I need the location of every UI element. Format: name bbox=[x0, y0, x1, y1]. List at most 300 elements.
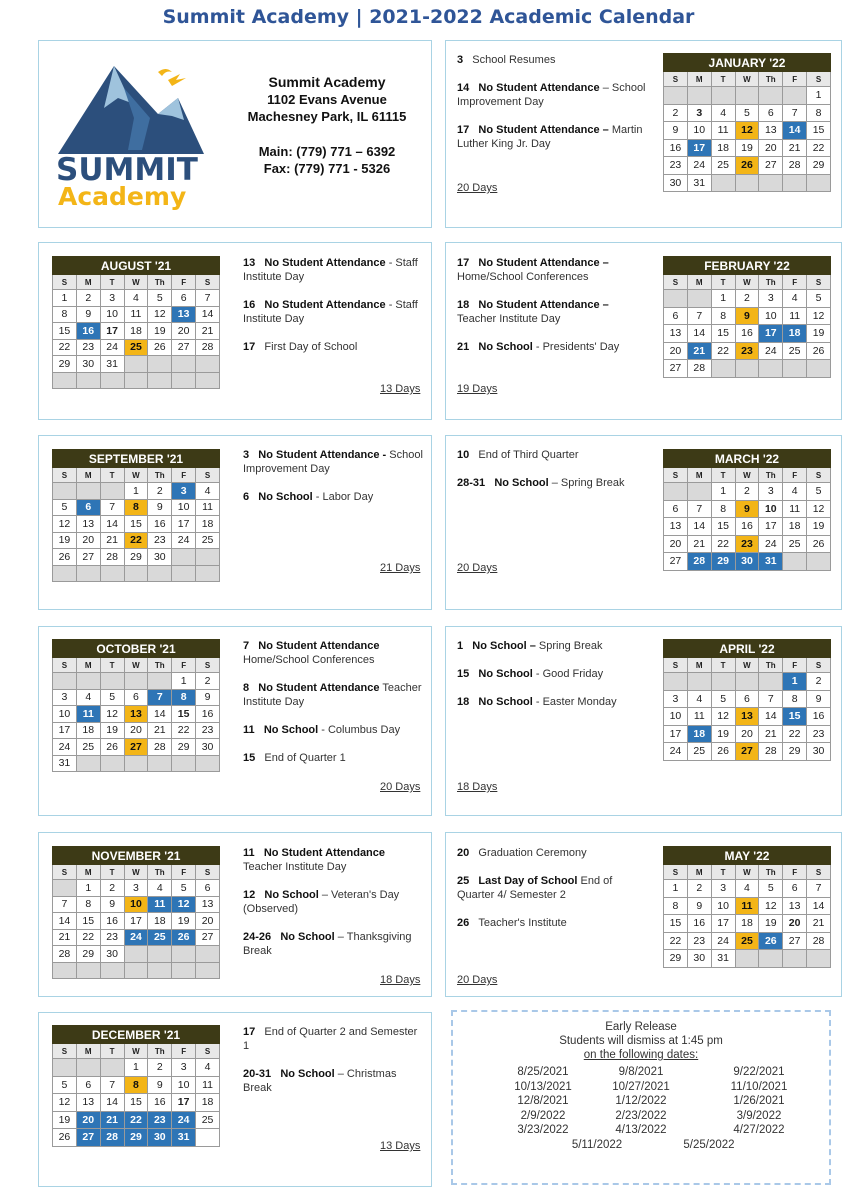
calendar-day: 27 bbox=[124, 739, 148, 756]
calendar-day bbox=[100, 565, 124, 582]
calendar-day: 27 bbox=[759, 157, 783, 175]
calendar-day bbox=[148, 356, 172, 373]
calendar-day: 5 bbox=[759, 880, 783, 898]
weekday-label: S bbox=[664, 72, 688, 87]
weekday-label: S bbox=[53, 865, 77, 880]
calendar-day: 9 bbox=[664, 122, 688, 140]
calendar-month-title: MAY '22 bbox=[664, 847, 831, 865]
weekday-label: Th bbox=[759, 72, 783, 87]
calendar-day: 15 bbox=[76, 913, 100, 930]
calendar-day: 4 bbox=[148, 880, 172, 897]
weekday-label: W bbox=[735, 865, 759, 880]
calendar-day: 10 bbox=[759, 500, 783, 518]
calendar-day: 11 bbox=[735, 897, 759, 915]
calendar-day: 17 bbox=[172, 516, 196, 533]
calendar-day: 23 bbox=[196, 722, 220, 739]
calendar-day: 21 bbox=[783, 139, 807, 157]
event-item bbox=[243, 639, 423, 667]
calendar-day: 21 bbox=[807, 915, 831, 933]
weekday-label: Th bbox=[148, 1044, 172, 1059]
page-title: Summit Academy | 2021-2022 Academic Calendar bbox=[162, 6, 695, 28]
calendar-day: 17 bbox=[759, 518, 783, 536]
weekday-label: F bbox=[172, 275, 196, 290]
calendar-day bbox=[148, 962, 172, 979]
calendar-day: 30 bbox=[664, 174, 688, 192]
calendar-day: 9 bbox=[100, 896, 124, 913]
calendar-aug bbox=[52, 256, 220, 389]
events-mar bbox=[457, 448, 647, 504]
weekday-label: W bbox=[124, 1044, 148, 1059]
event-description: - Columbus Day bbox=[318, 724, 401, 736]
calendar-day: 27 bbox=[664, 553, 688, 571]
calendar-day: 4 bbox=[196, 483, 220, 500]
calendar-day: 9 bbox=[76, 306, 100, 323]
event-date: 17 bbox=[457, 257, 470, 269]
calendar-day: 11 bbox=[783, 500, 807, 518]
weekday-label: T bbox=[100, 468, 124, 483]
calendar-day: 12 bbox=[172, 896, 196, 913]
calendar-day: 10 bbox=[664, 708, 688, 726]
calendar-day bbox=[196, 356, 220, 373]
calendar-day: 27 bbox=[783, 932, 807, 950]
event-item bbox=[243, 681, 423, 709]
calendar-day: 4 bbox=[783, 483, 807, 501]
weekday-label: W bbox=[124, 658, 148, 673]
calendar-day: 14 bbox=[687, 325, 711, 343]
event-description: - Presidents' Day bbox=[532, 341, 620, 353]
calendar-day: 4 bbox=[711, 104, 735, 122]
calendar-day bbox=[196, 946, 220, 963]
calendar-day: 21 bbox=[100, 1111, 124, 1129]
weekday-label: M bbox=[76, 275, 100, 290]
calendar-day: 30 bbox=[196, 739, 220, 756]
calendar-day: 23 bbox=[664, 157, 688, 175]
weekday-label: S bbox=[196, 275, 220, 290]
calendar-day bbox=[759, 950, 783, 968]
weekday-label: Th bbox=[759, 468, 783, 483]
calendar-day: 24 bbox=[172, 532, 196, 549]
calendar-day: 16 bbox=[664, 139, 688, 157]
weekday-label: F bbox=[783, 865, 807, 880]
calendar-day bbox=[196, 755, 220, 772]
school-name: Summit Academy bbox=[268, 74, 386, 90]
calendar-day bbox=[664, 483, 688, 501]
calendar-day: 11 bbox=[711, 122, 735, 140]
calendar-day bbox=[807, 950, 831, 968]
event-title: No School bbox=[280, 1068, 335, 1080]
calendar-day: 3 bbox=[172, 483, 196, 500]
calendar-day: 25 bbox=[76, 739, 100, 756]
calendar-day: 1 bbox=[76, 880, 100, 897]
summit-academy-logo bbox=[54, 58, 214, 218]
calendar-day: 20 bbox=[664, 342, 688, 360]
weekday-label: S bbox=[664, 275, 688, 290]
calendar-sep bbox=[52, 449, 220, 582]
calendar-day: 23 bbox=[807, 725, 831, 743]
calendar-month-title: OCTOBER '21 bbox=[53, 640, 220, 658]
calendar-day: 20 bbox=[172, 323, 196, 340]
event-item bbox=[457, 874, 647, 902]
calendar-day: 27 bbox=[735, 743, 759, 761]
event-description: Martin Luther King Jr. Day bbox=[457, 124, 643, 150]
calendar-day: 12 bbox=[735, 122, 759, 140]
calendar-day: 12 bbox=[807, 500, 831, 518]
calendar-day: 28 bbox=[196, 339, 220, 356]
event-date: 15 bbox=[457, 668, 470, 680]
calendar-day: 28 bbox=[687, 553, 711, 571]
calendar-day bbox=[76, 673, 100, 690]
calendar-day: 31 bbox=[687, 174, 711, 192]
early-release-date: 2/23/2022 bbox=[615, 1109, 667, 1122]
events-oct bbox=[243, 639, 423, 779]
calendar-day bbox=[172, 962, 196, 979]
weekday-label: W bbox=[735, 275, 759, 290]
event-date: 11 bbox=[243, 847, 255, 859]
weekday-label: Th bbox=[148, 468, 172, 483]
calendar-day: 16 bbox=[148, 1094, 172, 1112]
calendar-day bbox=[124, 755, 148, 772]
calendar-day: 5 bbox=[711, 690, 735, 708]
calendar-day bbox=[76, 962, 100, 979]
calendar-day: 7 bbox=[148, 689, 172, 706]
calendar-day bbox=[53, 880, 77, 897]
calendar-day: 21 bbox=[53, 929, 77, 946]
calendar-day: 26 bbox=[172, 929, 196, 946]
event-title: No Student Attendance bbox=[258, 682, 380, 694]
calendar-day: 28 bbox=[807, 932, 831, 950]
calendar-day: 10 bbox=[172, 1076, 196, 1094]
calendar-day: 4 bbox=[124, 290, 148, 307]
calendar-day bbox=[711, 87, 735, 105]
calendar-day: 17 bbox=[100, 323, 124, 340]
calendar-day bbox=[148, 372, 172, 389]
calendar-day bbox=[196, 565, 220, 582]
school-days-count: 18 Days bbox=[457, 781, 498, 793]
event-item bbox=[243, 888, 423, 916]
calendar-day: 25 bbox=[196, 532, 220, 549]
early-release-date: 9/22/2021 bbox=[733, 1066, 785, 1078]
weekday-label: Th bbox=[759, 275, 783, 290]
calendar-day: 6 bbox=[783, 880, 807, 898]
event-title: No School bbox=[280, 931, 335, 943]
calendar-day: 19 bbox=[807, 325, 831, 343]
calendar-day: 1 bbox=[124, 483, 148, 500]
event-title: No Student Attendance bbox=[263, 847, 386, 859]
calendar-day bbox=[711, 360, 735, 378]
calendar-nov bbox=[52, 846, 220, 979]
event-title: No School bbox=[478, 696, 533, 708]
calendar-day: 25 bbox=[783, 342, 807, 360]
calendar-day: 5 bbox=[53, 1076, 77, 1094]
calendar-day: 21 bbox=[759, 725, 783, 743]
calendar-day: 21 bbox=[196, 323, 220, 340]
event-date: 6 bbox=[243, 491, 250, 503]
event-item bbox=[457, 667, 647, 681]
calendar-day: 14 bbox=[759, 708, 783, 726]
event-title: No School – bbox=[472, 640, 536, 652]
event-item bbox=[457, 81, 647, 109]
calendar-day: 11 bbox=[76, 706, 100, 723]
calendar-day: 28 bbox=[100, 1129, 124, 1147]
event-description: School Resumes bbox=[472, 54, 556, 66]
weekday-label: S bbox=[664, 658, 688, 673]
calendar-day bbox=[735, 950, 759, 968]
event-item bbox=[243, 1025, 423, 1053]
weekday-label: S bbox=[664, 468, 688, 483]
calendar-day: 13 bbox=[172, 306, 196, 323]
calendar-day bbox=[783, 553, 807, 571]
calendar-day: 5 bbox=[735, 104, 759, 122]
calendar-day bbox=[807, 360, 831, 378]
calendar-day: 24 bbox=[124, 929, 148, 946]
weekday-label: F bbox=[783, 658, 807, 673]
early-release-date: 1/12/2022 bbox=[615, 1095, 667, 1107]
early-release-date: 3/9/2022 bbox=[736, 1109, 782, 1122]
calendar-day: 22 bbox=[124, 532, 148, 549]
calendar-day bbox=[100, 1059, 124, 1077]
early-release-date: 9/8/2021 bbox=[618, 1066, 664, 1078]
event-date: 24-26 bbox=[243, 931, 272, 943]
calendar-day: 10 bbox=[100, 306, 124, 323]
calendar-day bbox=[735, 174, 759, 192]
calendar-day bbox=[196, 1129, 220, 1147]
event-title: No School bbox=[264, 889, 319, 901]
calendar-day: 28 bbox=[53, 946, 77, 963]
calendar-day: 27 bbox=[172, 339, 196, 356]
calendar-day: 6 bbox=[76, 499, 100, 516]
event-date: 20-31 bbox=[243, 1068, 272, 1080]
weekday-label: T bbox=[100, 1044, 124, 1059]
weekday-label: Th bbox=[148, 275, 172, 290]
event-description: Teacher Institute Day bbox=[457, 313, 561, 325]
calendar-day: 29 bbox=[664, 950, 688, 968]
calendar-day: 25 bbox=[783, 535, 807, 553]
calendar-day: 11 bbox=[148, 896, 172, 913]
calendar-day bbox=[148, 673, 172, 690]
calendar-day: 6 bbox=[76, 1076, 100, 1094]
calendar-day bbox=[711, 174, 735, 192]
calendar-day: 6 bbox=[172, 290, 196, 307]
calendar-day bbox=[76, 1059, 100, 1077]
calendar-day: 24 bbox=[711, 932, 735, 950]
calendar-day: 7 bbox=[687, 307, 711, 325]
school-days-count: 20 Days bbox=[457, 974, 498, 986]
event-date: 17 bbox=[243, 341, 256, 353]
calendar-day: 18 bbox=[76, 722, 100, 739]
calendar-day: 22 bbox=[664, 932, 688, 950]
event-date: 8 bbox=[243, 682, 250, 694]
calendar-day: 15 bbox=[172, 706, 196, 723]
calendar-day: 26 bbox=[53, 549, 77, 566]
calendar-day: 8 bbox=[664, 897, 688, 915]
calendar-day bbox=[76, 755, 100, 772]
school-days-count: 20 Days bbox=[457, 562, 498, 574]
weekday-label: Th bbox=[148, 865, 172, 880]
calendar-day: 12 bbox=[148, 306, 172, 323]
calendar-day: 15 bbox=[711, 325, 735, 343]
calendar-day: 16 bbox=[807, 708, 831, 726]
calendar-day: 2 bbox=[148, 1059, 172, 1077]
calendar-day: 22 bbox=[711, 535, 735, 553]
calendar-day: 2 bbox=[687, 880, 711, 898]
calendar-jan bbox=[663, 53, 831, 192]
event-item bbox=[457, 340, 647, 354]
calendar-day: 11 bbox=[783, 307, 807, 325]
calendar-day: 26 bbox=[759, 932, 783, 950]
calendar-day: 2 bbox=[735, 290, 759, 308]
calendar-day: 3 bbox=[687, 104, 711, 122]
weekday-label: M bbox=[687, 468, 711, 483]
weekday-label: S bbox=[664, 865, 688, 880]
calendar-day: 7 bbox=[759, 690, 783, 708]
calendar-day: 18 bbox=[196, 1094, 220, 1112]
event-description: – School Improvement Day bbox=[457, 82, 646, 108]
calendar-day: 20 bbox=[76, 532, 100, 549]
calendar-day bbox=[100, 962, 124, 979]
calendar-day: 6 bbox=[124, 689, 148, 706]
calendar-day bbox=[100, 755, 124, 772]
weekday-label: M bbox=[76, 468, 100, 483]
calendar-day: 24 bbox=[664, 743, 688, 761]
calendar-day: 29 bbox=[807, 157, 831, 175]
calendar-day: 9 bbox=[735, 307, 759, 325]
calendar-feb bbox=[663, 256, 831, 378]
calendar-day: 13 bbox=[664, 518, 688, 536]
event-item bbox=[243, 846, 423, 874]
school-days-count: 19 Days bbox=[457, 383, 498, 395]
calendar-day: 9 bbox=[148, 499, 172, 516]
event-title: No School bbox=[478, 668, 533, 680]
calendar-day: 29 bbox=[124, 1129, 148, 1147]
events-nov bbox=[243, 846, 423, 972]
calendar-day: 13 bbox=[124, 706, 148, 723]
calendar-day: 22 bbox=[76, 929, 100, 946]
weekday-label: M bbox=[76, 865, 100, 880]
calendar-day: 26 bbox=[711, 743, 735, 761]
calendar-day bbox=[124, 946, 148, 963]
calendar-day: 28 bbox=[148, 739, 172, 756]
calendar-day: 25 bbox=[711, 157, 735, 175]
calendar-day: 27 bbox=[76, 1129, 100, 1147]
events-may bbox=[457, 846, 647, 944]
calendar-day bbox=[124, 673, 148, 690]
calendar-day bbox=[807, 174, 831, 192]
school-days-count: 21 Days bbox=[380, 562, 421, 574]
event-item bbox=[457, 448, 647, 462]
calendar-day: 18 bbox=[124, 323, 148, 340]
calendar-day bbox=[687, 290, 711, 308]
calendar-day: 12 bbox=[100, 706, 124, 723]
event-date: 1 bbox=[457, 640, 464, 652]
calendar-day: 3 bbox=[711, 880, 735, 898]
event-item bbox=[243, 448, 423, 476]
event-title: No Student Attendance bbox=[258, 640, 380, 652]
event-description: End of Quarter 1 bbox=[264, 752, 346, 764]
calendar-day: 21 bbox=[148, 722, 172, 739]
calendar-day: 11 bbox=[124, 306, 148, 323]
event-date: 21 bbox=[457, 341, 470, 353]
event-date: 18 bbox=[457, 696, 470, 708]
calendar-day: 26 bbox=[53, 1129, 77, 1147]
calendar-day: 5 bbox=[807, 483, 831, 501]
calendar-day bbox=[664, 290, 688, 308]
calendar-day: 8 bbox=[711, 500, 735, 518]
weekday-label: W bbox=[735, 72, 759, 87]
event-item bbox=[243, 490, 423, 504]
calendar-day: 26 bbox=[100, 739, 124, 756]
calendar-day: 1 bbox=[807, 87, 831, 105]
calendar-day: 21 bbox=[100, 532, 124, 549]
calendar-day: 28 bbox=[783, 157, 807, 175]
calendar-month-title: SEPTEMBER '21 bbox=[53, 450, 220, 468]
calendar-day: 3 bbox=[53, 689, 77, 706]
event-description: Home/School Conferences bbox=[243, 654, 375, 666]
calendar-day: 3 bbox=[124, 880, 148, 897]
calendar-day: 1 bbox=[172, 673, 196, 690]
calendar-day: 5 bbox=[53, 499, 77, 516]
event-item bbox=[457, 476, 647, 490]
calendar-day bbox=[664, 673, 688, 691]
calendar-day: 18 bbox=[196, 516, 220, 533]
weekday-label: S bbox=[807, 658, 831, 673]
calendar-day bbox=[124, 962, 148, 979]
event-date: 16 bbox=[243, 299, 256, 311]
calendar-day: 29 bbox=[53, 356, 77, 373]
calendar-month-title: JANUARY '22 bbox=[664, 54, 831, 72]
early-release-date: 10/27/2021 bbox=[612, 1080, 670, 1093]
early-release-date: 10/13/2021 bbox=[514, 1080, 572, 1093]
logo-word-summit: SUMMIT bbox=[56, 152, 198, 188]
weekday-label: M bbox=[76, 1044, 100, 1059]
calendar-day: 19 bbox=[53, 1111, 77, 1129]
early-release-date: 11/10/2021 bbox=[730, 1080, 788, 1093]
event-title: Last Day of School bbox=[478, 875, 578, 887]
calendar-apr bbox=[663, 639, 831, 761]
calendar-day: 15 bbox=[807, 122, 831, 140]
calendar-day: 13 bbox=[196, 896, 220, 913]
calendar-day: 25 bbox=[687, 743, 711, 761]
calendar-day bbox=[783, 360, 807, 378]
calendar-day bbox=[124, 356, 148, 373]
calendar-day bbox=[172, 946, 196, 963]
calendar-day: 24 bbox=[53, 739, 77, 756]
weekday-label: S bbox=[53, 658, 77, 673]
event-item bbox=[457, 846, 647, 860]
calendar-day bbox=[759, 360, 783, 378]
event-date: 13 bbox=[243, 257, 256, 269]
calendar-day: 30 bbox=[100, 946, 124, 963]
calendar-day: 26 bbox=[807, 342, 831, 360]
calendar-day: 30 bbox=[687, 950, 711, 968]
calendar-day: 8 bbox=[124, 499, 148, 516]
calendar-month-title: DECEMBER '21 bbox=[53, 1026, 220, 1044]
event-title: No School bbox=[478, 341, 533, 353]
school-fax: Fax: (779) 771 - 5326 bbox=[263, 161, 391, 176]
calendar-day bbox=[687, 87, 711, 105]
calendar-day bbox=[53, 565, 77, 582]
calendar-day: 6 bbox=[196, 880, 220, 897]
calendar-day: 7 bbox=[783, 104, 807, 122]
calendar-day bbox=[196, 372, 220, 389]
calendar-day bbox=[124, 372, 148, 389]
calendar-day: 7 bbox=[196, 290, 220, 307]
calendar-day: 17 bbox=[664, 725, 688, 743]
weekday-label: S bbox=[196, 1044, 220, 1059]
calendar-day: 7 bbox=[807, 880, 831, 898]
calendar-day bbox=[53, 1059, 77, 1077]
calendar-day: 4 bbox=[735, 880, 759, 898]
calendar-day: 3 bbox=[172, 1059, 196, 1077]
